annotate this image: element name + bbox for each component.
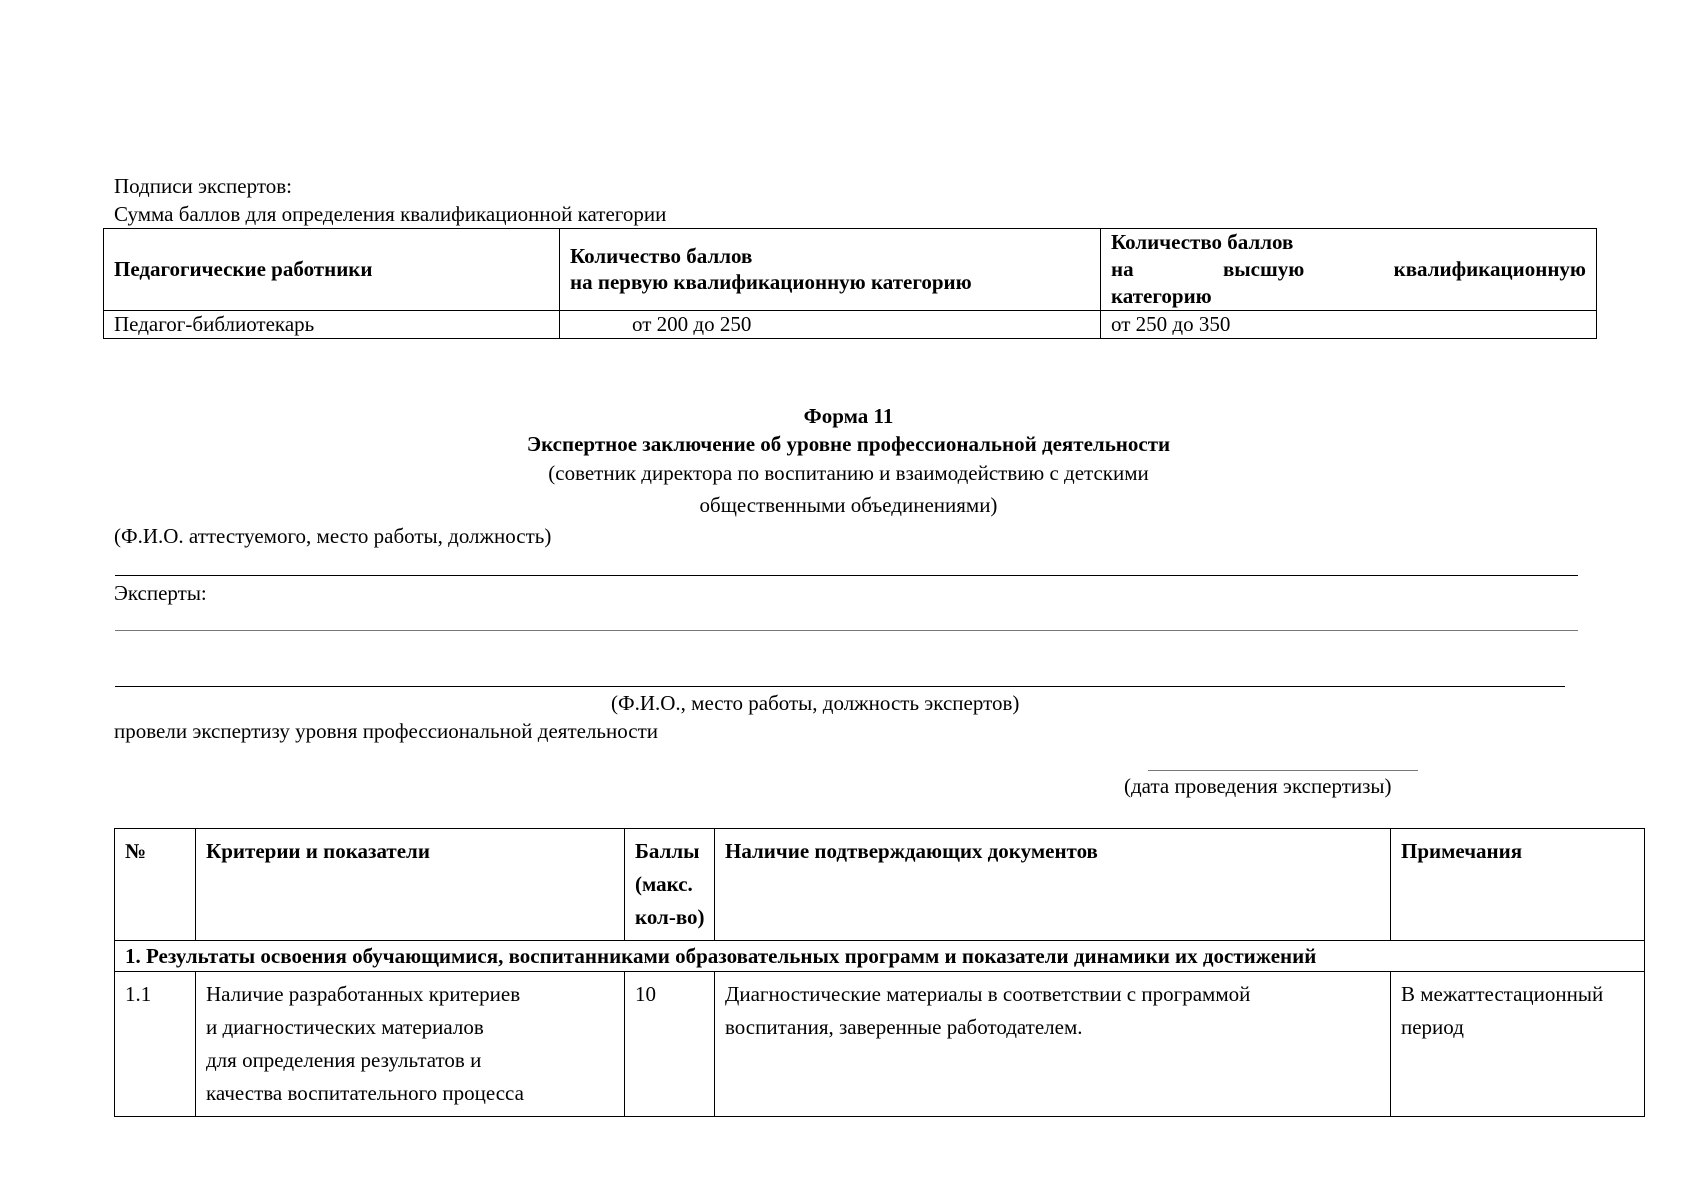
score-header-highest-line3: категорию — [1111, 284, 1212, 308]
experts-underline-2 — [115, 686, 1565, 687]
criteria-header-points — [625, 829, 715, 941]
experts-underline-1 — [115, 630, 1578, 631]
criteria-header-points-line2: (макс. — [635, 872, 693, 896]
fio-label: (Ф.И.О. аттестуемого, место работы, должность) — [114, 524, 552, 548]
score-table-header-row — [104, 229, 1597, 311]
row-1-1-points: 10 — [625, 972, 715, 1117]
table-row — [104, 311, 1597, 339]
score-header-first-line1: Количество баллов — [570, 244, 753, 269]
score-header-role-text: Педагогические работники — [114, 256, 373, 281]
score-header-highest-word1: на — [1111, 257, 1134, 281]
row-1-1-criteria-line3: для определения результатов и — [206, 1048, 482, 1072]
score-table — [103, 228, 1597, 339]
score-header-highest-line1: Количество баллов — [1111, 230, 1294, 254]
criteria-header-points-line3: кол-во) — [635, 905, 705, 929]
criteria-header-row — [115, 829, 1645, 941]
date-underline — [1148, 770, 1418, 771]
criteria-header-criteria: Критерии и показатели — [196, 829, 625, 941]
row-1-1-criteria-line4: качества воспитательного процесса — [206, 1081, 524, 1105]
fio-underline — [115, 575, 1578, 576]
sum-label: Сумма баллов для определения квалификационной категории — [114, 202, 667, 226]
criteria-header-notes: Примечания — [1391, 829, 1645, 941]
experts-caption: (Ф.И.О., место работы, должность экспертов) — [611, 691, 1020, 715]
row-1-1-notes-line1: В межаттестационный — [1401, 982, 1604, 1006]
score-row-first: от 200 до 250 — [560, 311, 1101, 339]
criteria-table — [114, 828, 1645, 1117]
section-1-title: 1. Результаты освоения обучающимися, воспитанниками образовательных программ и показатели динамики их достижений — [115, 941, 1645, 972]
date-caption: (дата проведения экспертизы) — [1124, 774, 1392, 798]
score-header-first — [560, 229, 1101, 311]
score-header-highest-word3: квалификационную — [1393, 257, 1586, 281]
table-row — [115, 972, 1645, 1117]
form-subtitle-line2: общественными объединениями) — [699, 493, 998, 517]
score-row-role: Педагог-библиотекарь — [104, 311, 560, 339]
form-number: Форма 11 — [803, 404, 894, 428]
section-row — [115, 941, 1645, 972]
score-row-highest: от 250 до 350 — [1101, 311, 1597, 339]
score-header-highest — [1101, 229, 1597, 311]
score-header-role — [104, 229, 560, 311]
row-1-1-num: 1.1 — [115, 972, 196, 1117]
row-1-1-criteria-line2: и диагностических материалов — [206, 1015, 484, 1039]
form-title: Экспертное заключение об уровне профессиональной деятельности — [526, 432, 1171, 456]
form-subtitle-line1: (советник директора по воспитанию и взаимодействию с детскими — [548, 461, 1149, 485]
criteria-header-documents: Наличие подтверждающих документов — [715, 829, 1391, 941]
row-1-1-documents-line1: Диагностические материалы в соответствии с программой — [725, 982, 1251, 1006]
score-header-highest-word2: высшую — [1222, 257, 1305, 281]
row-1-1-criteria — [196, 972, 625, 1117]
signatures-label: Подписи экспертов: — [114, 174, 292, 198]
row-1-1-notes — [1391, 972, 1645, 1117]
experts-label: Эксперты: — [114, 581, 207, 605]
score-header-highest-line2 — [1111, 256, 1586, 283]
row-1-1-documents-line2: воспитания, заверенные работодателем. — [725, 1015, 1083, 1039]
conducted-text: провели экспертизу уровня профессиональной деятельности — [114, 719, 659, 743]
row-1-1-documents — [715, 972, 1391, 1117]
score-header-first-line2: на первую квалификационную категорию — [570, 269, 972, 294]
row-1-1-criteria-line1: Наличие разработанных критериев — [206, 982, 521, 1006]
criteria-header-points-line1: Баллы — [635, 839, 700, 863]
criteria-header-num: № — [115, 829, 196, 941]
row-1-1-notes-line2: период — [1401, 1015, 1464, 1039]
